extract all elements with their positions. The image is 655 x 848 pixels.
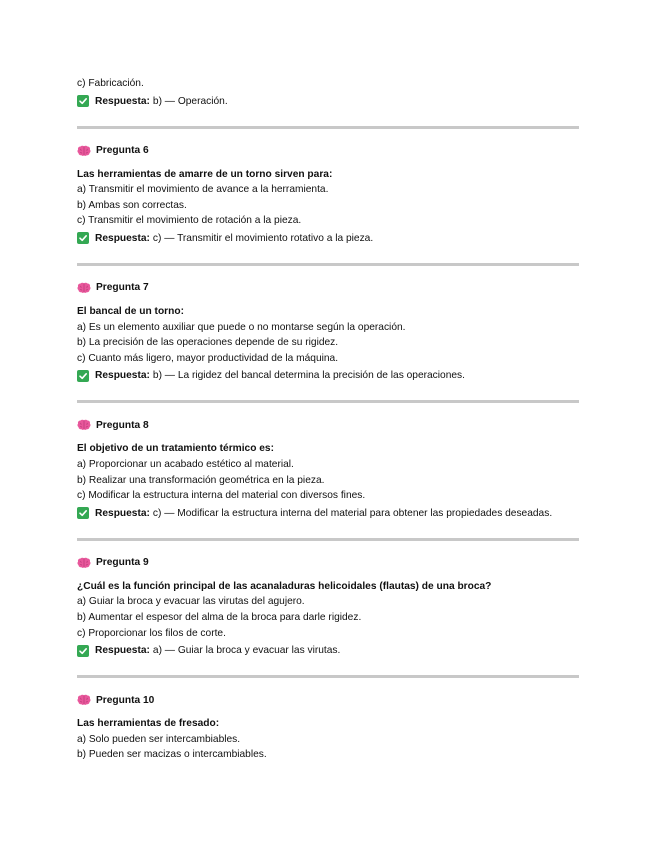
answer-text: c) — Transmitir el movimiento rotativo a la pieza. bbox=[152, 232, 374, 244]
question-header bbox=[77, 417, 579, 433]
answer-row bbox=[77, 93, 579, 110]
separator bbox=[77, 263, 579, 266]
question-title: Pregunta 6 bbox=[96, 145, 149, 157]
check-mark-icon bbox=[77, 645, 89, 657]
option-c: c) Fabricación. bbox=[77, 78, 144, 89]
option-a: a) Guiar la broca y evacuar las virutas del agujero. bbox=[77, 596, 305, 608]
brain-icon bbox=[77, 557, 91, 569]
separator bbox=[77, 675, 579, 678]
answer-label: Respuesta: bbox=[95, 232, 150, 244]
question-title: Pregunta 7 bbox=[96, 282, 149, 294]
question-stem: ¿Cuál es la función principal de las acanaladuras helicoidales (flautas) de una broca? bbox=[77, 580, 492, 592]
question-title: Pregunta 8 bbox=[96, 419, 149, 431]
question-header bbox=[77, 555, 579, 571]
option-b: b) La precisión de las operaciones depende de su rigidez. bbox=[77, 337, 339, 349]
document-page bbox=[77, 76, 579, 763]
answer-label: Respuesta: bbox=[95, 645, 150, 657]
option-b: b) Ambas son correctas. bbox=[77, 199, 187, 211]
option-a: a) Proporcionar un acabado estético al material. bbox=[77, 458, 294, 470]
answer-text: b) — La rigidez del bancal determina la precisión de las operaciones. bbox=[152, 370, 465, 382]
question-stem: El bancal de un torno: bbox=[77, 305, 184, 317]
option-a: a) Transmitir el movimiento de avance a la herramienta. bbox=[77, 184, 329, 196]
option-b: b) Aumentar el espesor del alma de la broca para darle rigidez. bbox=[77, 611, 362, 623]
answer-text: c) — Modificar la estructura interna del material para obtener las propiedades deseadas. bbox=[152, 507, 553, 519]
option-b: b) Pueden ser macizas o intercambiables. bbox=[77, 749, 267, 761]
separator bbox=[77, 126, 579, 129]
answer-label: Respuesta: bbox=[95, 370, 150, 382]
option-c: c) Proporcionar los filos de corte. bbox=[77, 627, 226, 639]
question-stem: Las herramientas de amarre de un torno sirven para: bbox=[77, 168, 333, 180]
option-c: c) Cuanto más ligero, mayor productividad de la máquina. bbox=[77, 352, 339, 364]
option-a: a) Es un elemento auxiliar que puede o no montarse según la operación. bbox=[77, 321, 406, 333]
question-header bbox=[77, 692, 579, 708]
question-title: Pregunta 9 bbox=[96, 557, 149, 569]
answer-row bbox=[77, 642, 579, 659]
brain-icon bbox=[77, 282, 91, 294]
separator bbox=[77, 538, 579, 541]
brain-icon bbox=[77, 419, 91, 431]
option-c: c) Modificar la estructura interna del material con diversos fines. bbox=[77, 490, 366, 502]
option-a: a) Solo pueden ser intercambiables. bbox=[77, 733, 241, 745]
check-mark-icon bbox=[77, 507, 89, 519]
separator bbox=[77, 400, 579, 403]
check-mark-icon bbox=[77, 370, 89, 382]
brain-icon bbox=[77, 694, 91, 706]
answer-text: a) — Guiar la broca y evacuar las virutas. bbox=[152, 645, 341, 657]
answer-label: Respuesta: bbox=[95, 507, 150, 519]
brain-icon bbox=[77, 145, 91, 157]
question-header bbox=[77, 280, 579, 296]
answer-label: Respuesta: bbox=[95, 95, 150, 107]
check-mark-icon bbox=[77, 95, 89, 107]
question-header bbox=[77, 143, 579, 159]
answer-row bbox=[77, 367, 579, 384]
question-title: Pregunta 10 bbox=[96, 694, 155, 706]
question-stem: El objetivo de un tratamiento térmico es: bbox=[77, 443, 274, 455]
answer-text: b) — Operación. bbox=[152, 95, 228, 107]
answer-row bbox=[77, 230, 579, 247]
option-b: b) Realizar una transformación geométrica en la pieza. bbox=[77, 474, 325, 486]
answer-row bbox=[77, 505, 579, 522]
check-mark-icon bbox=[77, 232, 89, 244]
question-stem: Las herramientas de fresado: bbox=[77, 718, 220, 730]
option-c: c) Transmitir el movimiento de rotación a la pieza. bbox=[77, 215, 302, 227]
